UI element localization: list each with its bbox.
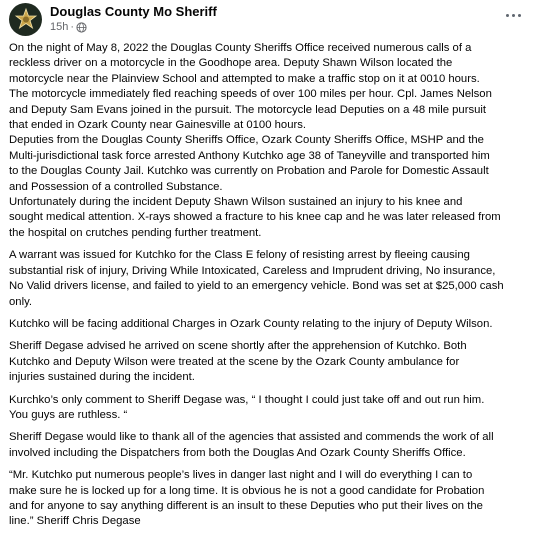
post-text-line: Sheriff Degase would like to thank all of the agencies that assisted and commends the work of all xyxy=(9,431,494,444)
post-text-line: Kurchko’s only comment to Sheriff Degase was, “ I thought I could just take off and out run him. xyxy=(9,393,485,406)
post-text-line: No Valid drivers license, and failed to yield to an emergency vehicle. Bond was set at $25,000 cash xyxy=(9,280,504,293)
globe-icon[interactable] xyxy=(76,22,87,33)
post-text-line: motorcycle near the Plainview School and attempted to make a traffic stop on it at 0010 hours. xyxy=(9,72,480,85)
post-text-line: On the night of May 8, 2022 the Douglas County Sheriffs Office received numerous calls of a xyxy=(9,42,472,54)
post-body xyxy=(9,41,529,530)
post-text-line: sought medical attention. X-rays showed a fracture to his knee cap and he was later released from xyxy=(9,211,501,224)
post-text-line: and Possession of a controlled Substance. xyxy=(9,180,223,193)
post-paragraph xyxy=(9,317,529,332)
post-text-line: only. xyxy=(9,295,33,308)
post-text-line: Sheriff Degase advised he arrived on scene shortly after the apprehension of Kutchko. Both xyxy=(9,340,467,353)
page-avatar[interactable] xyxy=(9,3,42,36)
post-paragraph xyxy=(9,430,529,461)
post-text-line: A warrant was issued for Kutchko for the Class E felony of resisting arrest by fleeing causing xyxy=(9,249,470,262)
post-text-line: and for anyone to say anything different is an insult to these Deputies who put their lives on the xyxy=(9,499,483,512)
post-text-line: to the Douglas County Jail. Kutchko was currently on Probation and Parole for Domestic Assault xyxy=(9,165,489,178)
post-paragraph xyxy=(9,248,529,310)
post-paragraph xyxy=(9,468,529,530)
post-paragraph xyxy=(9,339,529,385)
post-text-line: Kutchko will be facing additional Charges in Ozark County relating to the injury of Deputy Wilson. xyxy=(9,317,493,330)
post-text-line: Deputies from the Douglas County Sheriffs Office, Ozark County Sheriffs Office, MSHP and the xyxy=(9,134,484,147)
post-paragraph xyxy=(9,393,529,424)
post-text-line: Multi-jurisdictional task force arrested Anthony Kutchko age 38 of Taneyville and transported him xyxy=(9,149,490,162)
post-text-line: and Deputy Sam Evans joined in the pursuit. The motorcycle lead Deputies on a 48 mile pursuit xyxy=(9,103,487,116)
post-text-line: that ended in Ozark County near Gainesville at 0100 hours. xyxy=(9,119,307,132)
post-text-line: the hospital on crutches pending further treatment. xyxy=(9,226,262,239)
post-text-line: substantial risk of injury, Driving While Intoxicated, Careless and Imprudent driving, No insurance, xyxy=(9,264,496,277)
post-text-line: The motorcycle immediately fled reaching speeds of over 100 miles per hour. Cpl. James Nelson xyxy=(9,88,492,101)
post-text-line: involved including the Dispatchers from both the Douglas And Ozark County Sheriffs Office. xyxy=(9,446,466,459)
page-name[interactable]: Douglas County Mo Sheriff xyxy=(50,4,217,19)
post-meta xyxy=(50,21,87,33)
more-options-icon[interactable] xyxy=(501,7,525,23)
post-text-line: line.” Sheriff Chris Degase xyxy=(9,515,141,528)
meta-separator: · xyxy=(70,21,75,33)
post-text-line: make sure he is locked up for a long time. It is obvious he is not a good candidate for Probation xyxy=(9,484,485,497)
post-timestamp[interactable]: 15h xyxy=(50,21,69,33)
post-text-line: injuries sustained during the incident. xyxy=(9,371,195,384)
post-text-line: Unfortunately during the incident Deputy Shawn Wilson sustained an injury to his knee and xyxy=(9,196,463,209)
post-text-line: reckless driver on a motorcycle in the Goodhope area. Deputy Shawn Wilson located the xyxy=(9,57,453,70)
post-text-line: “Mr. Kutchko put numerous people’s lives in danger last night and I will do everything I can to xyxy=(9,469,473,482)
post-text-line: Kutchko and Deputy Wilson were treated at the scene by the Ozark County ambulance for xyxy=(9,355,460,368)
post-paragraph xyxy=(9,41,529,241)
sheriff-badge-icon xyxy=(13,7,39,33)
post-header xyxy=(9,0,529,40)
post-text-line: You guys are ruthless. “ xyxy=(9,408,128,421)
